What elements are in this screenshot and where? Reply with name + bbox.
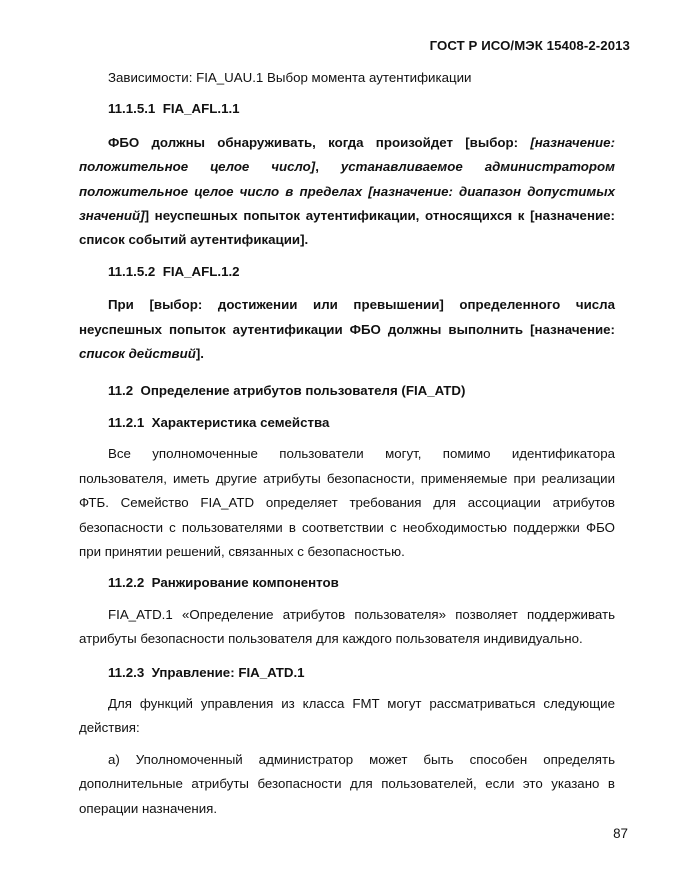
family-description-paragraph: Все уполномоченные пользователи могут, помимо идентификатора пользователя, иметь другие атрибуты безопасности, применяемые при реализации ФТБ. Семейство FIA_ATD определяет требования для ассоциации атрибутов безопасности с пользователями в соответствии с необходимостью поддержки ФБО при принятии решений, связанных с безопасностью. (79, 446, 615, 559)
requirement-fia-afl-1-2 (79, 293, 615, 366)
management-list-item-a: a) Уполномоченный администратор может быть способен определять дополнительные атрибуты безопасности для пользователей, если это указано в операции назначения. (79, 751, 615, 816)
requirement-text: ФБО должны обнаруживать, когда произойдет [выбор: (108, 134, 531, 150)
requirement-italic-text: устанавливаемое администратором положительное целое число в пределах [назначение: диапазон допустимых значений] (79, 159, 616, 224)
management-paragraph: Для функций управления из класса FMT могут рассматриваться следующие действия: (79, 695, 615, 736)
section-heading-11-1-5-2: 11.1.5.2 FIA_AFL.1.2 (108, 263, 240, 279)
requirement-text: При [выбор: достижении или превышении] определенного числа неуспешных попыток аутентификации ФБО должны выполнить [назначение: (79, 297, 615, 337)
requirement-italic-text: [назначение: положительное целое число] (79, 134, 615, 175)
section-heading-11-1-5-1: 11.1.5.1 FIA_AFL.1.1 (108, 101, 240, 117)
section-heading-11-2-2: 11.2.2 Ранжирование компонентов (108, 575, 339, 591)
page-number: 87 (613, 826, 628, 841)
dependencies-line: Зависимости: FIA_UAU.1 Выбор момента аутентификации (108, 70, 472, 85)
component-levelling-paragraph: FIA_ATD.1 «Определение атрибутов пользователя» позволяет поддерживать атрибуты безопасности пользователя для каждого пользователя индивидуально. (79, 606, 615, 647)
section-heading-11-2: 11.2 Определение атрибутов пользователя (FIA_ATD) (108, 383, 466, 399)
requirement-text: ] неуспешных попыток аутентификации, относящихся к [назначение: список событий аутентификации]. (79, 208, 615, 248)
page-content (79, 66, 615, 821)
requirement-italic-text: список действий (79, 346, 196, 362)
section-heading-11-2-1: 11.2.1 Характеристика семейства (108, 414, 330, 430)
section-heading-11-2-3: 11.2.3 Управление: FIA_ATD.1 (108, 664, 305, 680)
requirement-fia-afl-1-1 (79, 131, 615, 253)
standard-code-header: ГОСТ Р ИСО/МЭК 15408-2-2013 (429, 38, 630, 53)
requirement-text: , (315, 159, 341, 175)
requirement-text: ]. (195, 346, 204, 362)
